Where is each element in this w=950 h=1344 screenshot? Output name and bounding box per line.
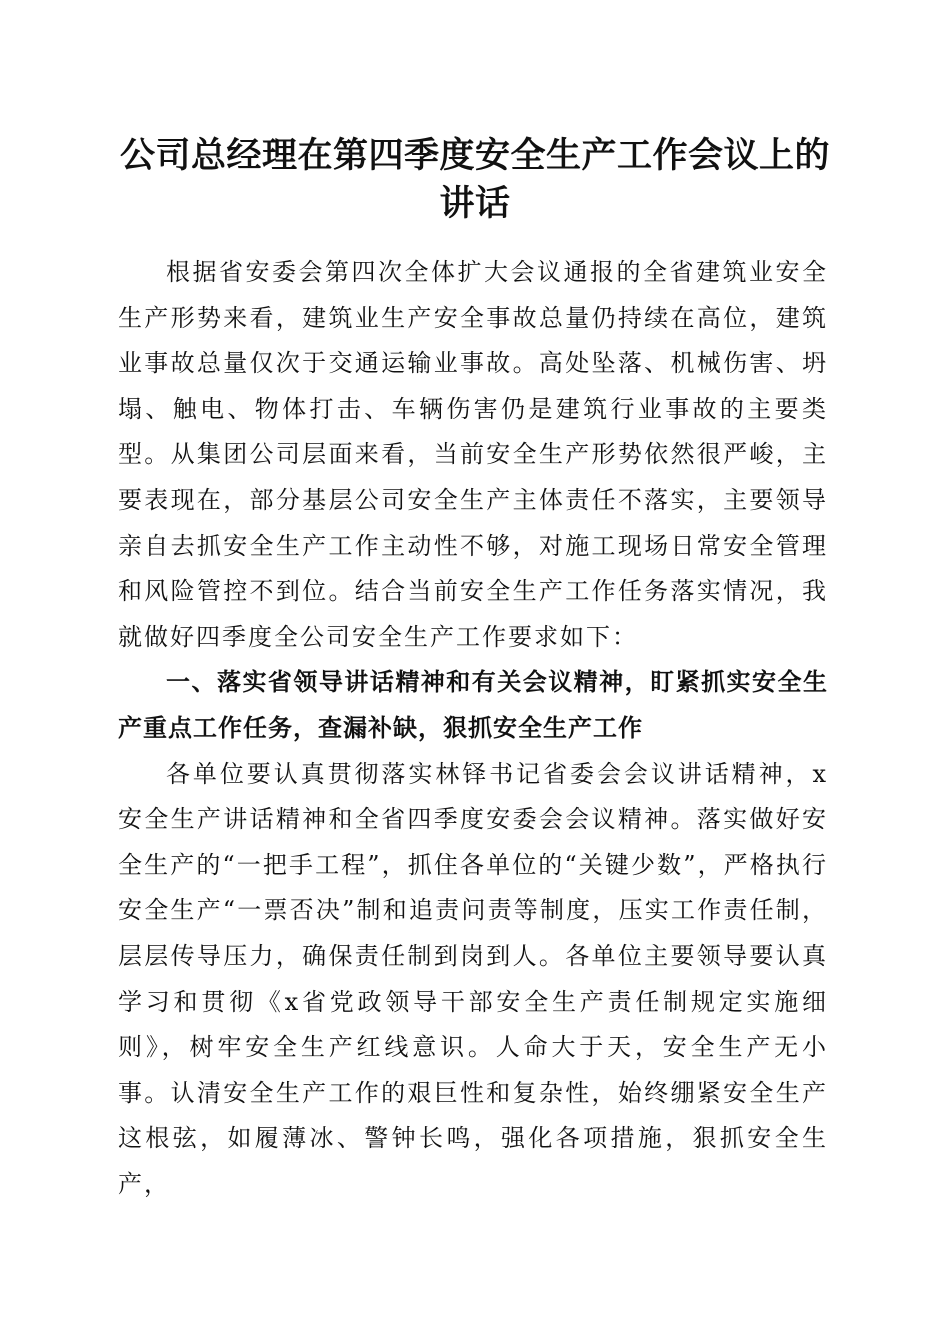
document-title-line-1: 公司总经理在第四季度安全生产工作会议上的 xyxy=(119,135,830,176)
section-1-paragraph: 各单位要认真贯彻落实林铎书记省委会会议讲话精神，x安全生产讲话精神和全省四季度安委会会议精神。落实做好安全生产的“一把手工程”，抓住各单位的“关键少数”，严格执行安全生产“一票否决”制和追责问责等制度，压实工作责任制，层层传导压力，确保责任制到岗到人。各单位主要领导要认真学习和贯彻《x省党政领导干部安全生产责任制规定实施细则》，树牢安全生产红线意识。人命大于天，安全生产无小事。认清安全生产工作的艰巨性和复杂性，始终绷紧安全生产这根弦，如履薄冰、警钟长鸣，强化各项措施，狠抓安全生产， xyxy=(118,759,828,1198)
intro-paragraph: 根据省安委会第四次全体扩大会议通报的全省建筑业安全生产形势来看，建筑业生产安全事故总量仍持续在高位，建筑业事故总量仅次于交通运输业事故。高处坠落、机械伤害、坍塌、触电、物体打击、车辆伤害仍是建筑行业事故的主要类型。从集团公司层面来看，当前安全生产形势依然很严峻，主要表现在，部分基层公司安全生产主体责任不落实，主要领导亲自去抓安全生产工作主动性不够，对施工现场日常安全管理和风险管控不到位。结合当前安全生产工作任务落实情况，我就做好四季度全公司安全生产工作要求如下： xyxy=(118,258,828,651)
document-body xyxy=(118,250,828,1207)
section-1-heading: 一、落实省领导讲话精神和有关会议精神，盯紧抓实安全生产重点工作任务，查漏补缺，狠抓安全生产工作 xyxy=(118,668,828,742)
document-title xyxy=(100,132,850,228)
document-title-line-2: 讲话 xyxy=(439,183,511,224)
